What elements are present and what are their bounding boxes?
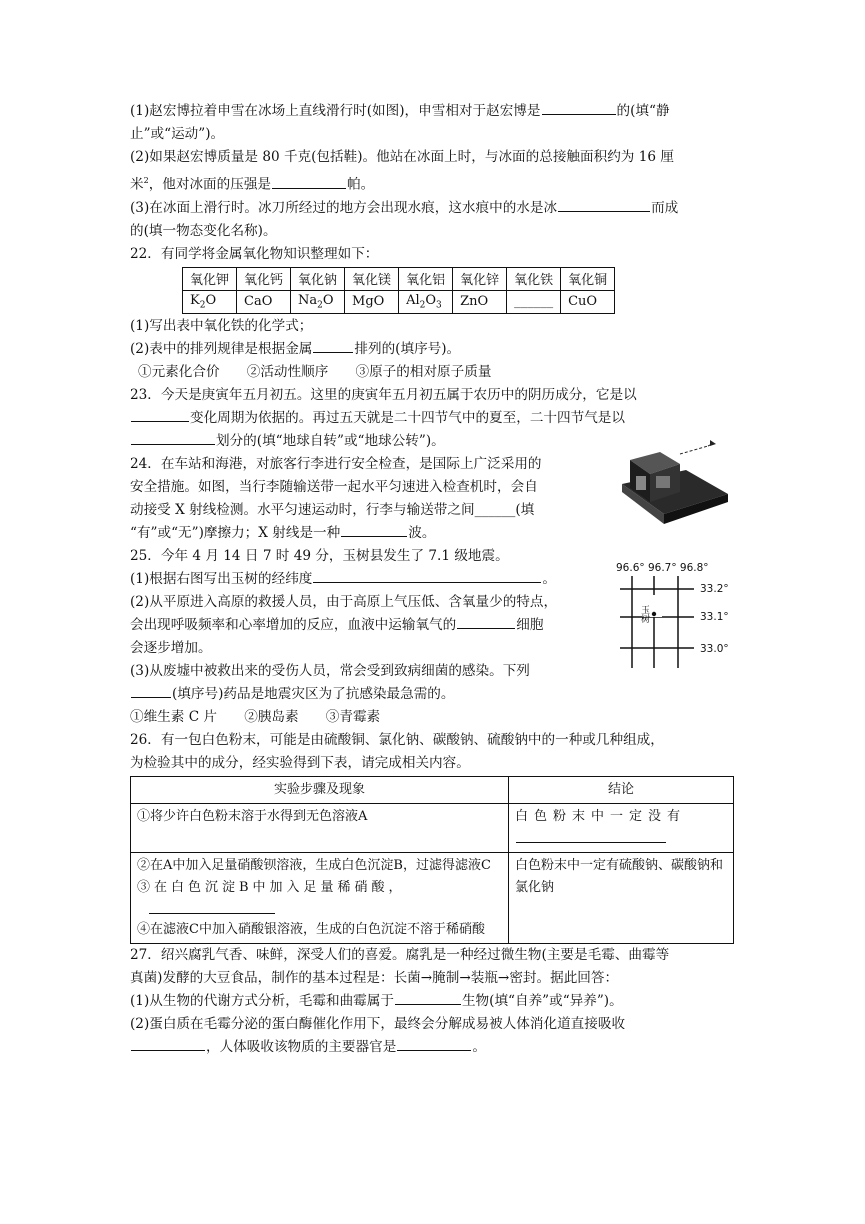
table-row [131,852,734,943]
answer-blank[interactable] [516,828,666,843]
table-row [131,776,734,803]
table-cell: CuO [561,290,615,313]
q22-stem: 22．有同学将金属氧化物知识整理如下： [130,245,379,262]
q22-part1: (1)写出表中氧化铁的化学式； [130,317,313,334]
xray-scanner-image [616,436,734,528]
q27-line2: 真菌)发酵的大豆食品，制作的基本过程是：长菌→腌制→装瓶→密封。据此回答： [130,969,619,986]
map-location-dot [652,612,656,616]
q24-line1: 24．在车站和海港，对旅客行李进行安全检查，是国际上广泛采用的 [130,455,542,472]
table-cell: ZnO [453,290,507,313]
q25-part2-cont: 会出现呼吸频率和心率增加的反应，血液中运输氧气的 细胞 [130,614,734,637]
answer-blank[interactable] [149,899,275,914]
q27-line1: 27．绍兴腐乳气香、味鲜，深受人们的喜爱。腐乳是一种经过微生物(主要是毛霉、曲霉等 [130,946,670,963]
q26-stem: 26．有一包白色粉末，可能是由硫酸铜、氯化钠、碳酸钠、硫酸钠中的一种或几种组成， [130,731,664,748]
q24-line4: “有”或“无”)摩擦力；X 射线是一种 波。 [130,522,734,545]
table-cell: ①将少许白色粉末溶于水得到无色溶液A [131,803,509,852]
q26-stem-cont: 为检验其中的成分，经实验得到下表，请完成相关内容。 [130,754,470,771]
table-row [131,803,734,852]
table-cell: 白色粉末中一定没有 [509,803,734,852]
table-header: 氧化铝 [399,267,453,290]
table-row [183,267,615,290]
table-header: 氧化铁 [507,267,561,290]
table-cell: CaO [237,290,291,313]
q23-line2: 变化周期为依据的。再过五天就是二十四节气中的夏至，二十四节气是以 [130,407,734,430]
table-header: 氧化锌 [453,267,507,290]
q22-part2: (2)表中的排列规律是根据金属 排列的(填序号)。 [130,338,734,361]
table-header: 氧化铜 [561,267,615,290]
map-lat-label: 33.1° [700,611,729,623]
answer-blank[interactable] [457,614,515,629]
experiment-table [130,776,734,944]
answer-blank[interactable] [395,990,461,1005]
answer-blank[interactable] [131,407,189,422]
q21-part3: (3)在冰面上滑行时。冰刀所经过的地方会出现水痕，这水痕中的水是冰 而成 [130,197,734,220]
table-header: 实验步骤及现象 [131,776,509,803]
q25-stem: 25．今年 4 月 14 日 7 时 49 分，玉树县发生了 7.1 级地震。 [130,547,509,564]
table-cell: $Al_2O_3$ [399,290,453,313]
table-cell: MgO [345,290,399,313]
q25-part1: (1)根据右图写出玉树的经纬度 。 [130,568,734,591]
answer-blank[interactable] [131,683,171,698]
answer-blank[interactable] [341,522,407,537]
q25-part3: (3)从废墟中被救出来的受伤人员，常会受到致病细菌的感染。下列 [130,662,530,679]
table-row [183,290,615,313]
q23-line3: 划分的(填“地球自转”或“地球公转”)。 [130,430,734,453]
q21-part1-cont: 止”或“运动”)。 [130,126,225,142]
map-longitude-labels: 96.6° 96.7° 96.8° [616,562,709,574]
table-cell: 白色粉末中一定有硫酸钠、碳酸钠和氯化钠 [509,852,734,943]
table-header: 氧化钠 [291,267,345,290]
answer-blank[interactable] [131,430,215,445]
map-place-label: 玉树 [639,605,649,623]
q22-options: ①元素化合价 ②活动性顺序 ③原子的相对原子质量 [138,363,492,380]
answer-blank[interactable] [131,1036,205,1051]
answer-blank[interactable] [272,174,346,189]
table-header: 氧化钾 [183,267,237,290]
answer-blank[interactable] [313,338,353,353]
table-header: 氧化钙 [237,267,291,290]
q25-part2-end: 会逐步增加。 [130,639,212,656]
table-cell-blank[interactable]: ______ [507,290,561,313]
oxide-table [182,267,615,314]
answer-blank[interactable] [542,100,616,115]
map-lat-label: 33.0° [700,643,729,655]
q25-part3-cont: (填序号)药品是地震灾区为了抗感染最急需的。 [130,683,734,706]
q24-line2: 安全措施。如图，当行李随输送带一起水平匀速进入检查机时，会自 [130,478,538,495]
exam-page [130,100,734,1059]
table-header: 氧化镁 [345,267,399,290]
map-lat-label: 33.2° [700,583,729,595]
q27-part2-cont: ，人体吸收该物质的主要器官是 。 [130,1036,734,1059]
answer-blank[interactable] [558,197,650,212]
q23-line1: 23．今天是庚寅年五月初五。这里的庚寅年五月初五属于农历中的阴历成分，它是以 [130,386,637,403]
q27-part1: (1)从生物的代谢方式分析，毛霉和曲霉属于 生物(填“自养”或“异养”)。 [130,990,734,1013]
answer-blank[interactable] [313,568,541,583]
q21-part2: (2)如果赵宏博质量是 80 千克(包括鞋)。他站在冰面上时，与冰面的总接触面积约为 16 厘 [130,149,674,165]
q25-part2: (2)从平原进入高原的救援人员，由于高原上气压低、含氧量少的特点， [130,593,558,610]
yushu-map-image [614,560,734,670]
q24-line3: 动接受 X 射线检测。水平匀速运动时，行李与输送带之间______(填 [130,501,535,518]
q25-options: ①维生素 C 片 ②胰岛素 ③青霉素 [130,708,381,725]
answer-blank[interactable] [397,1036,471,1051]
q21-part3-cont: 的(填一物态变化名称)。 [130,222,277,239]
q21-part1: (1)赵宏博拉着申雪在冰场上直线滑行时(如图)，申雪相对于赵宏博是 的(填“静 [130,100,734,123]
q27-part2: (2)蛋白质在毛霉分泌的蛋白酶催化作用下，最终会分解成易被人体消化道直接吸收 [130,1015,626,1032]
table-cell: $K_2O$ [183,290,237,313]
table-header: 结论 [509,776,734,803]
q21-part2-cont: 米$^2$，他对冰面的压强是 帕。 [130,169,734,197]
table-cell: $Na_2O$ [291,290,345,313]
table-cell: ②在A中加入足量硝酸钡溶液，生成白色沉淀B，过滤得滤液C ③在白色沉淀B中加入足量稀硝酸， ④在滤液C中加入硝酸银溶液，生成的白色沉淀不溶于稀硝酸 [131,852,509,943]
